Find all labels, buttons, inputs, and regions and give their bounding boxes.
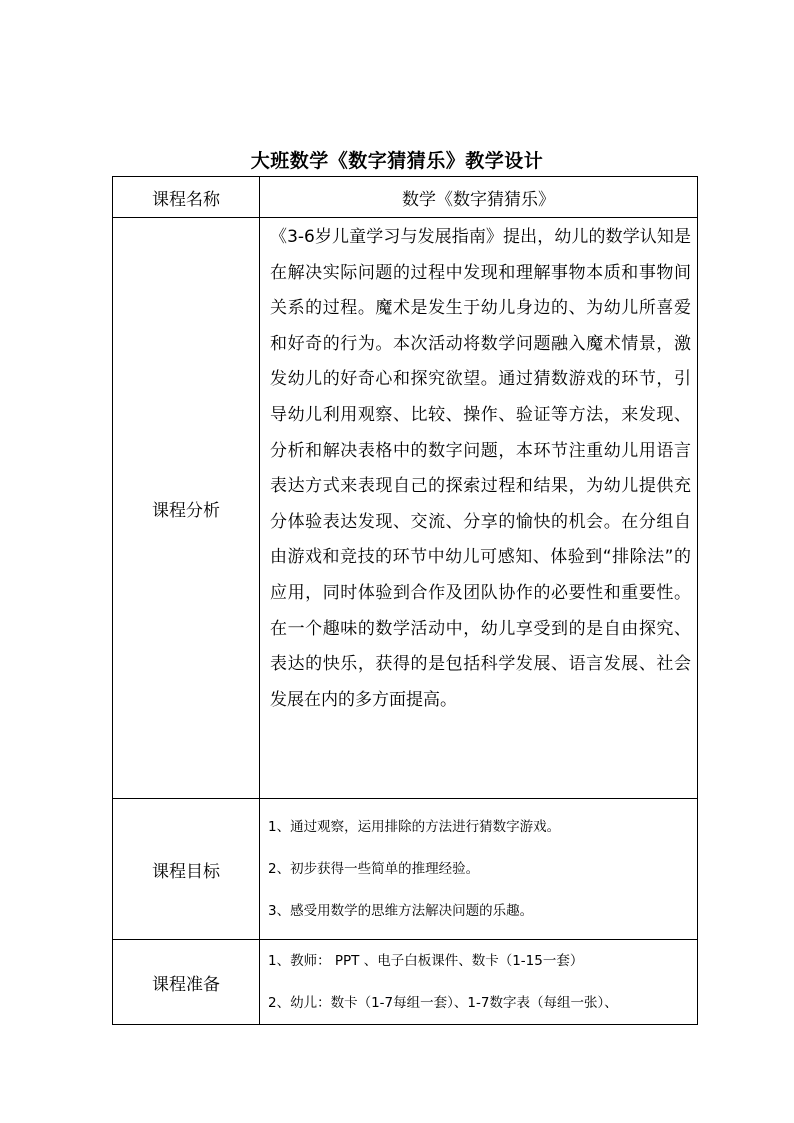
course-name-label: 课程名称 (113, 177, 260, 218)
preparation-item-1: 1、教师： PPT 、电子白板课件、数卡（1-15一套） (268, 953, 584, 969)
document-title: 大班数学《数字猜猜乐》教学设计 (250, 150, 544, 172)
course-analysis-label: 课程分析 (113, 218, 260, 799)
course-name-value: 数学《数字猜猜乐》 (260, 177, 698, 218)
table-row-course-name (113, 177, 698, 218)
course-analysis-text: 《3-6岁儿童学习与发展指南》提出，幼儿的数学认知是在解决实际问题的过程中发现和理解事物本质和事物间关系的过程。魔术是发生于幼儿身边的、为幼儿所喜爱和好奇的行为。本次活动将数学问题融入魔术情景，激发幼儿的好奇心和探究欲望。通过猜数游戏的环节，引导幼儿利用观察、比较、操作、验证等方法，来发现、分析和解决表格中的数字问题，本环节注重幼儿用语言表达方式来表现自己的探索过程和结果，为幼儿提供充分体验表达发现、交流、分享的愉快的机会。在分组自由游戏和竞技的环节中幼儿可感知、体验到“排除法”的应用，同时体验到合作及团队协作的必要性和重要性。在一个趣味的数学活动中，幼儿享受到的是自由探究、表达的快乐，获得的是包括科学发展、语言发展、社会发展在内的多方面提高。 (260, 218, 698, 799)
course-goals-label: 课程目标 (113, 799, 260, 940)
table-row-course-goals (113, 799, 698, 940)
goal-item-3: 3、感受用数学的思维方法解决问题的乐趣。 (268, 903, 534, 919)
course-preparation-label: 课程准备 (113, 940, 260, 1025)
goal-item-2: 2、初步获得一些简单的推理经验。 (268, 861, 480, 877)
course-preparation-list (260, 940, 698, 1025)
table-row-course-analysis (113, 218, 698, 799)
table-row-course-preparation (113, 940, 698, 1025)
course-goals-list (260, 799, 698, 940)
goal-item-1: 1、通过观察，运用排除的方法进行猜数字游戏。 (268, 819, 561, 835)
preparation-item-2: 2、幼儿：数卡（1-7每组一套）、1-7数字表（每组一张）、 (268, 995, 618, 1011)
lesson-plan-table (112, 176, 698, 1025)
